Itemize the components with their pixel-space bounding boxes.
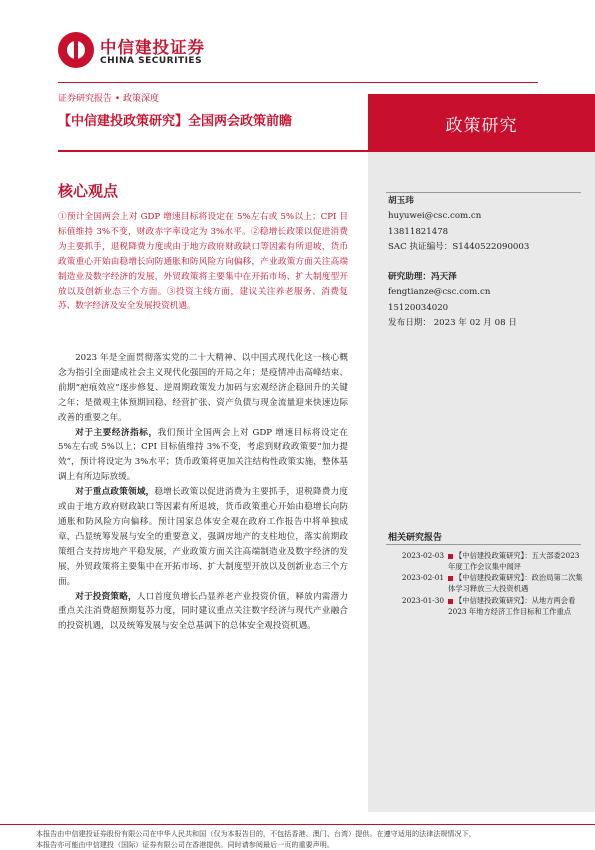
analyst-info: [388, 194, 529, 255]
logo-chinese-name: 中信建投证券: [100, 38, 205, 57]
bullet-square-icon: [448, 554, 453, 559]
csc-logo-icon: [58, 32, 94, 68]
related-report-title: 【中信建投政策研究】：五大部委2023 年度工作会议集中闻评: [448, 551, 580, 571]
section-badge: [368, 94, 595, 152]
related-report-date: 2023-02-03: [401, 551, 444, 560]
related-report-date: 2023-01-30: [401, 596, 444, 605]
key-points-summary: ①预计全国两会上对 GDP 增速目标将设定在 5%左右或 5%以上；CPI 目标值维持 3%不变，财政赤字率设定为 3%水平。②稳增长政策以促进消费为主要抓手，退税降费力度或由于地方政府财政缺口等因素有所退坡，货币政策重心开始由稳增长向防通胀和防风险方向偏移，产业政策方面关注高端制造业及数字经济的发展，外贸政策将主要集中在开拓市场、扩大制度型开放以及创新业态三个方面。③投资主线方面，建议关注养老服务、消费复苏、数字经济及安全发展投资机遇。: [58, 212, 348, 312]
publish-date: 发布日期： 2023 年 02 月 08 日: [388, 317, 517, 328]
sidebar-divider: [386, 544, 581, 545]
logo-english-name: CHINA SECURITIES: [100, 56, 203, 66]
disclaimer-footer: [36, 828, 566, 850]
bullet-square-icon: [448, 599, 453, 604]
body-paragraph: 对于投资策略，人口首度负增长凸显养老产业投资价值，释放内需潜力重点关注消费超预期复苏力度，同时建议重点关注数字经济与现代产业融合的投资机遇，以及统筹发展与安全总基调下的总体安全观投资机遇。: [58, 591, 348, 632]
body-paragraph: 对于主要经济指标，我们预计全国两会上对 GDP 增速目标将设定在 5%左右或 5%以上；CPI 目标值维持 3%不变，考虑到财政政策要“加力提效”，预计将设定为 3%水平；货币政策将更加关注结构性政策实施，整体基调上有所边际放缓。: [58, 427, 348, 483]
section-badge-label: 政策研究: [445, 116, 518, 136]
analyst-phone: 13811821478: [388, 226, 449, 237]
assistant-name: 研究助理：冯天泽: [388, 272, 457, 282]
related-report-date: 2023-02-01: [401, 573, 444, 582]
sidebar-divider: [386, 192, 581, 193]
sidebar: [368, 152, 595, 812]
analyst-name: 胡玉玮: [388, 196, 414, 206]
body-paragraph: 对于重点政策领域，稳增长政策以促进消费为主要抓手，退税降费力度或由于地方政府财政缺口等因素有所退坡，货币政策重心开始由稳增长向防通胀和防风险方向偏移。预计国家总体安全观在政府工作报告中将单独成章，凸显统筹发展与安全的重要意义，强调房地产的支柱地位，落实前期政策组合支持房地产平稳发展，产业政策方面关注高端制造业及数字经济的发展，外贸政策将主要集中在开拓市场、扩大制度型开放以及创新业态三个方面。: [58, 487, 348, 587]
report-category: 证券研究报告 • 政策深度: [58, 94, 160, 104]
analyst-license: SAC 执证编号：S1440522090003: [388, 241, 530, 252]
paragraph-lead: 对于投资策略，: [75, 591, 137, 602]
bullet-square-icon: [448, 576, 453, 581]
paragraph-lead: 对于重点政策领域，: [75, 487, 155, 498]
report-body: [58, 351, 348, 634]
related-reports-heading: 相关研究报告: [388, 533, 443, 543]
assistant-email[interactable]: fengtianze@csc.com.cn: [388, 287, 491, 298]
disclaimer-line: 本报告由中信建投证券股份有限公司在中华人民共和国（仅为本报告目的，不包括香港、澳门、台湾）提供。在遵守适用的法律法规情况下，: [36, 829, 476, 838]
header-divider: [58, 82, 538, 83]
analyst-email[interactable]: huyuwei@csc.com.cn: [388, 211, 482, 222]
related-report-title: 【中信建投政策研究】：政治局第二次集体学习释放三大投资机遇: [448, 573, 583, 593]
assistant-phone: 15120034020: [388, 302, 449, 313]
company-logo: [58, 32, 218, 72]
disclaimer-line: 本报告亦可能由中信建投（国际）证券有限公司在香港提供。同时请参阅最后一页的重要声明。: [36, 840, 334, 849]
footer-divider: [0, 824, 595, 825]
paragraph-lead: 对于主要经济指标，: [75, 427, 158, 438]
body-paragraph: 2023 年是全面贯彻落实党的二十大精神、以中国式现代化这一核心概念为指引全面建成社会主义现代化强国的开局之年；是疫情冲击高峰结束、前期“疤痕效应”逐步修复、逆周期政策发力加码与宏观经济企稳回升的关键之年；是微观主体预期回稳、经营扩张、资产负债与现金流量迎来快速边际改善的重要之年。: [58, 353, 348, 423]
assistant-info: [388, 270, 517, 331]
title-divider: [58, 150, 368, 152]
report-title: 【中信建投政策研究】全国两会政策前瞻: [58, 114, 293, 129]
core-views-heading: 核心观点: [58, 182, 119, 200]
related-report-title: 【中信建投政策研究】：从地方两会看 2023 年地方经济工作目标和工作重点: [448, 596, 576, 616]
